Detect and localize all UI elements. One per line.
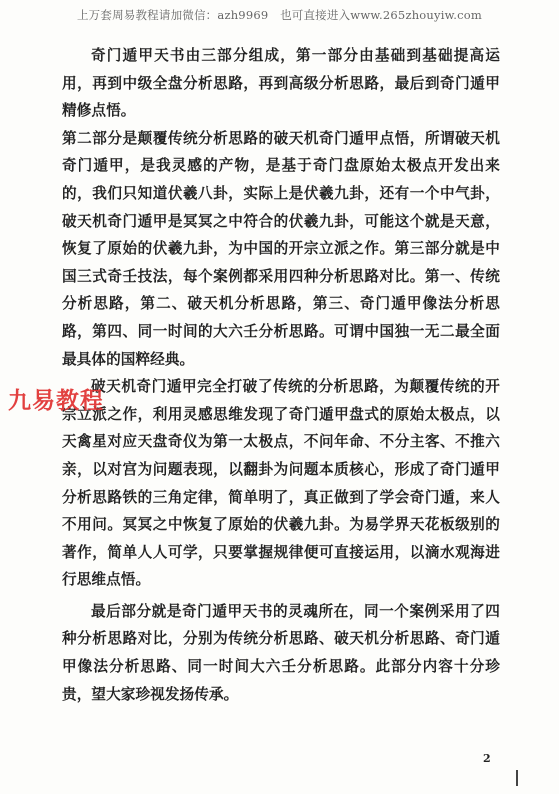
paragraph-2: 第二部分是颠覆传统分析思路的破天机奇门遁甲点悟，所谓破天机奇门遁甲，是我灵感的产物，是基于奇门盘原始太极点开发出来的，我们只知道伏羲八卦，实际上是伏羲九卦，还有一个中气卦，破天机奇门遁甲是冥冥之中符合的伏羲九卦，可能这个就是天意，恢复了原始的伏羲九卦，为中国的开宗立派之作。第三部分就是中国三式奇壬技法，每个案例都采用四种分析思路对比。第一、传统分析思路，第二、破天机分析思路，第三、奇门遁甲像法分析思路，第四、同一时间的大六壬分析思路。可谓中国独一无二最全面最具体的国粹经典。 — [62, 129, 500, 368]
scan-mark — [516, 770, 518, 786]
paragraph-4: 最后部分就是奇门遁甲天书的灵魂所在，同一个案例采用了四种分析思路对比，分别为传统分析思路、破天机分析思路、奇门遁甲像法分析思路、同一时间大六壬分析思路。此部分内容十分珍贵，望大家珍视发扬传承。 — [62, 602, 500, 703]
page-number: 2 — [483, 752, 491, 765]
paragraph-3: 破天机奇门遁甲完全打破了传统的分析思路，为颠覆传统的开宗立派之作，利用灵感思维发现了奇门遁甲盘式的原始太极点，以天禽星对应天盘奇仪为第一太极点，不问年命、不分主客、不推六亲，以对宫为问题表现，以翻卦为问题本质核心，形成了奇门遁甲分析思路铁的三角定律，简单明了，真正做到了学会奇门遁，来人不用问。冥冥之中恢复了原始的伏羲九卦。为易学界天花板级别的著作，简单人人可学，只要掌握规律便可直接运用，以滴水观海进行思维点悟。 — [62, 378, 500, 589]
body-text — [62, 42, 500, 712]
watermark-logo: 九易教程 — [8, 388, 104, 414]
header-ad-text: 上万套周易教程请加微信：azh9969 也可直接进入www.265zhouyiw.com — [76, 8, 483, 22]
paragraph-1: 奇门遁甲天书由三部分组成，第一部分由基础到基础提高运用，再到中级全盘分析思路，再到高级分析思路，最后到奇门遁甲精修点悟。 — [62, 47, 500, 120]
